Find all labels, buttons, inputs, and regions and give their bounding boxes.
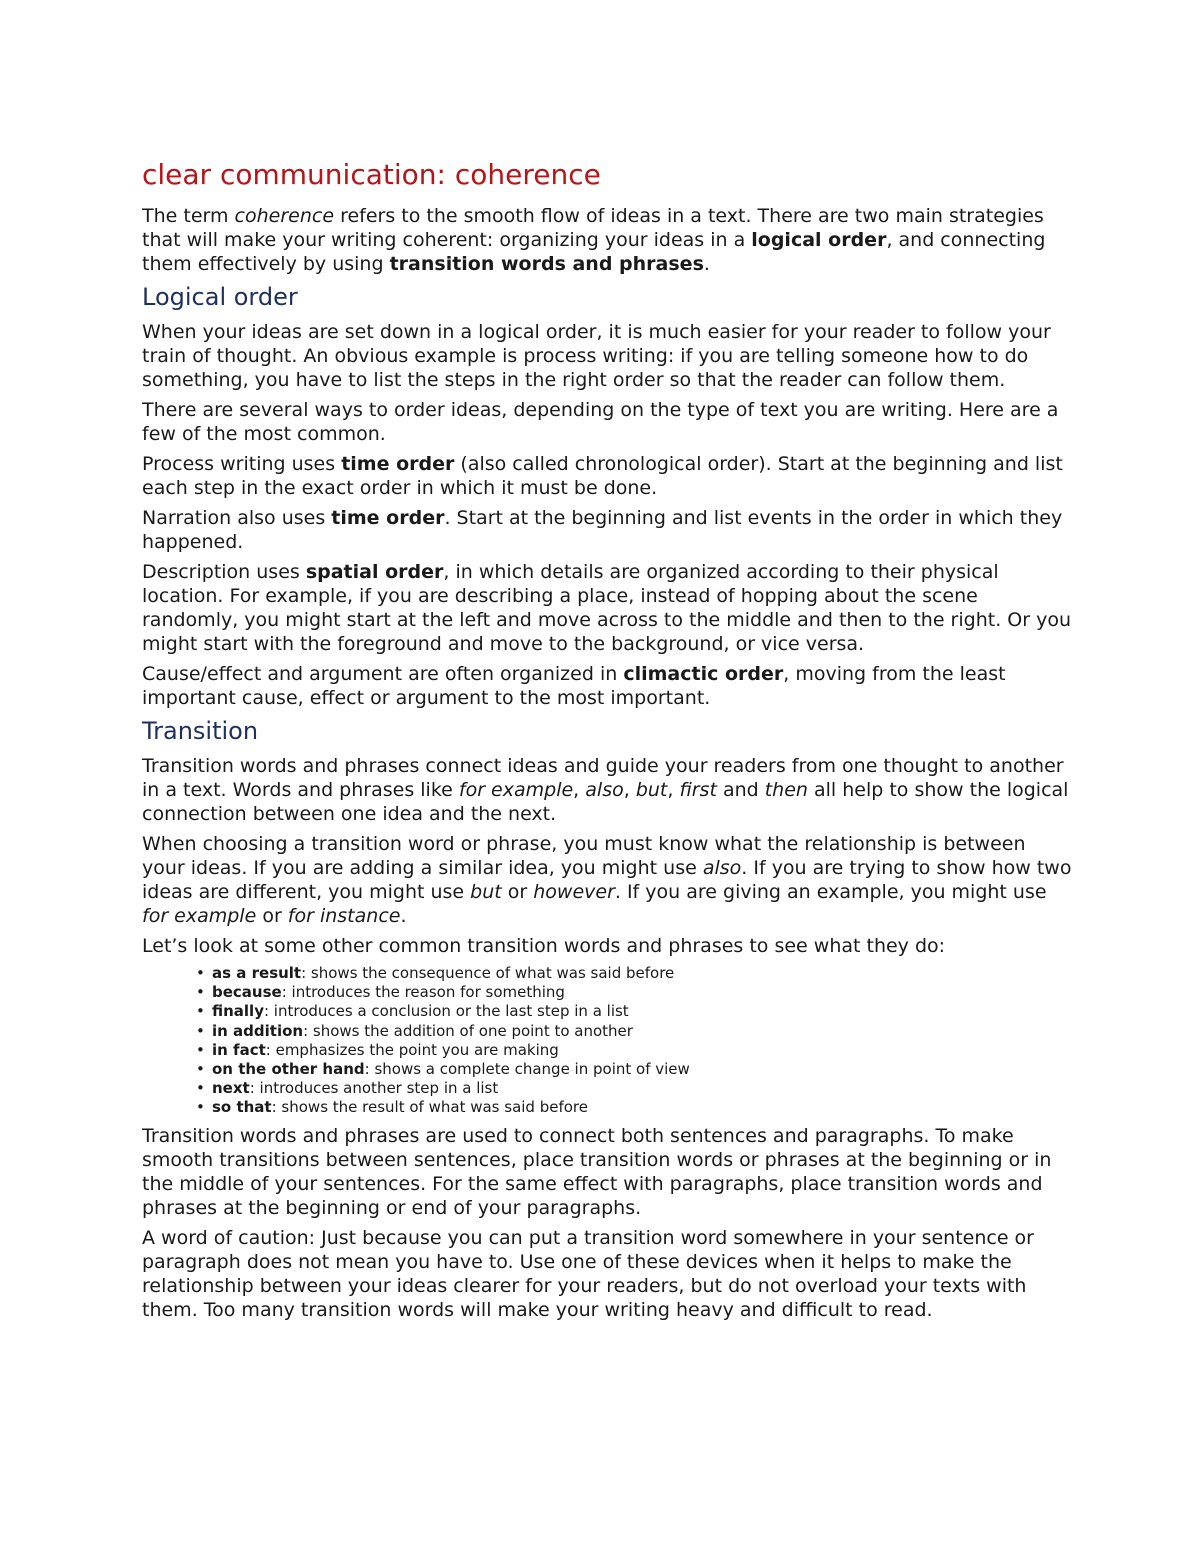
bold-term: logical order — [751, 229, 887, 251]
section-heading-transition: Transition — [142, 717, 259, 745]
paragraph: When choosing a transition word or phrase, you must know what the relationship is between your ideas. If you are adding a similar idea, you might use also. If you are trying to show how two ideas are different, you might use but or however. If you are giving an example, you might use for example or for instance. — [142, 833, 1072, 927]
paragraph: Transition words and phrases are used to connect both sentences and paragraphs. To make smooth transitions between sentences, place transition words or phrases at the beginning or in the middle of your sentences. For the same effect with paragraphs, place transition words and phrases at the beginning or end of your paragraphs. — [142, 1124, 1052, 1219]
bullet-icon: • — [196, 1040, 205, 1059]
italic-term: for example — [142, 905, 257, 927]
section-heading-logical-order: Logical order — [142, 283, 298, 311]
italic-term: first — [679, 779, 717, 801]
paragraph: Transition words and phrases connect ideas and guide your readers from one thought to another in a text. Words and phrases like for example, also, but, first and then all help to show the logical connection between one idea and the next. — [142, 755, 1069, 825]
intro-paragraph: The term coherence refers to the smooth flow of ideas in a text. There are two main strategies that will make your writing coherent: organizing your ideas in a logical order, and connecting them effectively by using transition words and phrases. — [142, 205, 1046, 275]
bullet-icon: • — [196, 1079, 205, 1098]
bullet-icon: • — [196, 1002, 205, 1021]
list-item: • in addition: shows the addition of one point to another — [196, 1021, 633, 1040]
bullet-icon: • — [196, 964, 205, 982]
bold-term: time order — [331, 507, 445, 529]
paragraph: Let’s look at some other common transition words and phrases to see what they do: — [142, 935, 946, 957]
list-item: • so that: shows the result of what was said before — [196, 1098, 588, 1117]
italic-term: then — [764, 779, 808, 801]
page-title: clear communication: coherence — [142, 158, 601, 191]
bold-term: transition words and phrases — [389, 253, 704, 275]
italic-term: for example — [458, 779, 574, 801]
paragraph: There are several ways to order ideas, depending on the type of text you are writing. Here are a few of the most common. — [142, 399, 1059, 445]
italic-term: however — [533, 881, 615, 903]
transition-terms-list — [142, 964, 1072, 1118]
list-item: • in fact: emphasizes the point you are making — [196, 1040, 559, 1059]
paragraph: When your ideas are set down in a logical order, it is much easier for your reader to follow your train of thought. An obvious example is process writing: if you are telling someone how to do something, you have to list the steps in the right order so that the reader can follow them. — [142, 321, 1051, 391]
list-item: • on the other hand: shows a complete change in point of view — [196, 1060, 690, 1079]
list-item: • next: introduces another step in a list — [196, 1079, 499, 1098]
paragraph: Description uses spatial order, in which details are organized according to their physical location. For example, if you are describing a place, instead of hopping about the scene randomly, you might start at the left and move across to the middle and then to the right. Or you might start with the foreground and move to the background, or vice versa. — [142, 561, 1071, 655]
bullet-icon: • — [196, 1021, 205, 1040]
paragraph: Narration also uses time order. Start at the beginning and list events in the order in which they happened. — [142, 507, 1063, 553]
document-page — [142, 158, 1072, 1328]
paragraph: A word of caution: Just because you can put a transition word somewhere in your sentence or paragraph does not mean you have to. Use one of these devices when it helps to make the relationship between your ideas clearer for your readers, but do not overload your texts with them. Too many transition words will make your writing heavy and difficult to read. — [142, 1226, 1034, 1321]
italic-term: but — [470, 881, 502, 903]
bullet-icon: • — [196, 1098, 205, 1117]
bullet-icon: • — [196, 1060, 205, 1079]
bold-term: time order — [341, 453, 455, 475]
italic-term: but — [635, 779, 668, 801]
list-item: • as a result: shows the consequence of what was said before — [196, 964, 675, 982]
paragraph: Cause/effect and argument are often organized in climactic order, moving from the least important cause, effect or argument to the most important. — [142, 663, 1006, 709]
bold-term: climactic order — [623, 663, 784, 685]
bold-term: spatial order — [305, 561, 444, 583]
italic-term: coherence — [234, 205, 335, 227]
italic-term: for instance — [287, 905, 401, 927]
bullet-icon: • — [196, 983, 205, 1002]
list-item: • finally: introduces a conclusion or the last step in a list — [196, 1002, 629, 1021]
paragraph: Process writing uses time order (also called chronological order). Start at the beginning and list each step in the exact order in which it must be done. — [142, 453, 1063, 499]
italic-term: also — [702, 857, 742, 879]
list-item: • because: introduces the reason for something — [196, 983, 565, 1002]
italic-term: also — [585, 779, 624, 801]
